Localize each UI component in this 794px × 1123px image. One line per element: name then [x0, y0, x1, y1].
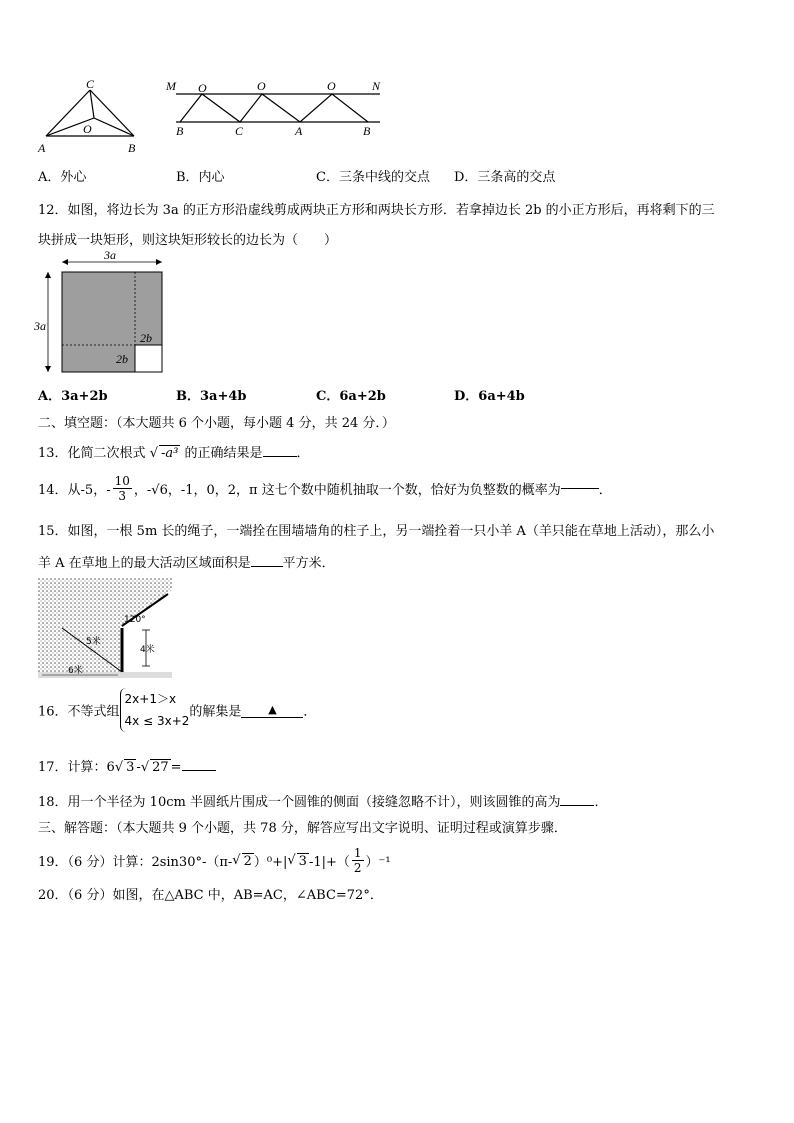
q15-fig-label-6m: 6米 — [68, 666, 83, 676]
q12-fig-label-left: 3a — [34, 319, 46, 333]
q14-pre: 14．从-5，- — [38, 483, 111, 498]
q12-option-a: A．3a+2b — [38, 389, 108, 404]
seq-label-b2: B — [363, 124, 371, 138]
seq-label-n: N — [372, 79, 381, 93]
tri-label-o: O — [83, 122, 92, 136]
q16-blank[interactable]: ▲ — [241, 702, 303, 718]
seq-label-b1: B — [176, 124, 184, 138]
q11-option-b: B．内心 — [176, 170, 225, 185]
q15-line2: 羊 A 在草地上的最大活动区域面积是 平方米． — [38, 556, 335, 571]
q14: 14．从-5，- $\frac{10}{3}$ ，-√6，-1，0，2，π 这七个数中随机抽取一个数，恰好为负整数的概率为 ． — [38, 474, 612, 503]
q19: 19．（6 分）计算：2sin30°-（π-√ 2 ）⁰+|√ 3 -1|+（ $\frac{1}{2}$ ）⁻¹ — [38, 846, 391, 875]
tri-label-b: B — [128, 141, 136, 155]
q11-option-a: A．外心 — [38, 170, 87, 185]
q14-fraction: $\frac{10}{3}$ — [114, 474, 130, 503]
q12-fig-label-2b-right: 2b — [140, 331, 152, 345]
q12-text-line2: 块拼成一块矩形，则这块矩形较长的边长为（ ） — [38, 233, 338, 248]
q16: 16．不等式组 2x+1＞x 4x ≤ 3x+2 的解集是 ▲ ． — [38, 688, 316, 732]
section3-heading: 三、解答题：（本大题共 9 个小题，共 78 分，解答应写出文字说明、证明过程或演算步骤． — [38, 821, 567, 836]
tri-label-c: C — [86, 77, 95, 91]
q12-text-line1: 12．如图，将边长为 3a 的正方形沿虚线剪成两块正方形和两块长方形．若拿掉边长 2b 的小正方形后，再将剩下的三 — [38, 203, 715, 218]
tri-label-a: A — [38, 141, 46, 155]
q19-fraction: $\frac{1}{2}$ — [353, 846, 362, 875]
q15-line1: 15．如图，一根 5m 长的绳子，一端拴在围墙墙角的柱子上，另一端拴着一只小羊 A（羊只能在草地上活动），那么小 — [38, 524, 715, 539]
q13-blank[interactable] — [263, 456, 297, 457]
q15-blank[interactable] — [251, 566, 283, 567]
q14-mid: ，-√6，-1，0，2，π 这七个数中随机抽取一个数，恰好为负整数的概率为 — [133, 483, 561, 498]
q12-fig-label-top: 3a — [104, 250, 116, 262]
q11-option-d: D．三条高的交点 — [454, 170, 556, 185]
q13: 13．化简二次根式 √ -a³ 的正确结果是 ． — [38, 446, 310, 461]
q12-square-figure — [34, 250, 174, 374]
seq-label-o3: O — [327, 79, 336, 93]
q18: 18．用一个半径为 10cm 半圆纸片围成一个圆锥的侧面（接缝忽略不计），则该圆锥的高为 ． — [38, 795, 608, 810]
q11-option-c: C．三条中线的交点 — [316, 170, 430, 185]
q13-post: 的正确结果是 — [184, 446, 263, 461]
q18-blank[interactable] — [560, 805, 594, 806]
q11-figure — [30, 74, 390, 160]
seq-label-o1: O — [198, 81, 207, 95]
q17: 17．计算：6√ 3 -√ 27 = — [38, 756, 216, 775]
q15-fig-label-5m: 5米 — [86, 637, 101, 647]
q12-option-b: B．3a+4b — [176, 389, 247, 404]
zigzag-figure — [176, 94, 380, 122]
seq-label-c: C — [235, 124, 244, 138]
q12-fig-label-2b-bottom: 2b — [116, 352, 128, 366]
section2-heading: 二、填空题：（本大题共 6 个小题，每小题 4 分，共 24 分．） — [38, 416, 395, 431]
q17-blank[interactable] — [182, 770, 216, 771]
seq-label-a: A — [295, 124, 303, 138]
seq-label-m: M — [166, 79, 176, 93]
q14-blank[interactable] — [561, 488, 599, 489]
q12-option-c: C．6a+2b — [316, 389, 386, 404]
seq-label-o2: O — [257, 79, 266, 93]
q13-pre: 13．化简二次根式 — [38, 446, 146, 461]
q20: 20．（6 分）如图，在△ABC 中，AB=AC，∠ABC=72°． — [38, 888, 383, 903]
q15-fig-label-4m: 4米 — [140, 645, 155, 655]
q12-option-d: D．6a+4b — [454, 389, 525, 404]
q15-field-figure — [38, 578, 172, 678]
q13-sqrt: √ -a³ — [149, 446, 179, 461]
q16-system: 2x+1＞x 4x ≤ 3x+2 — [120, 688, 190, 732]
q15-fig-label-angle: 120° — [124, 615, 146, 625]
